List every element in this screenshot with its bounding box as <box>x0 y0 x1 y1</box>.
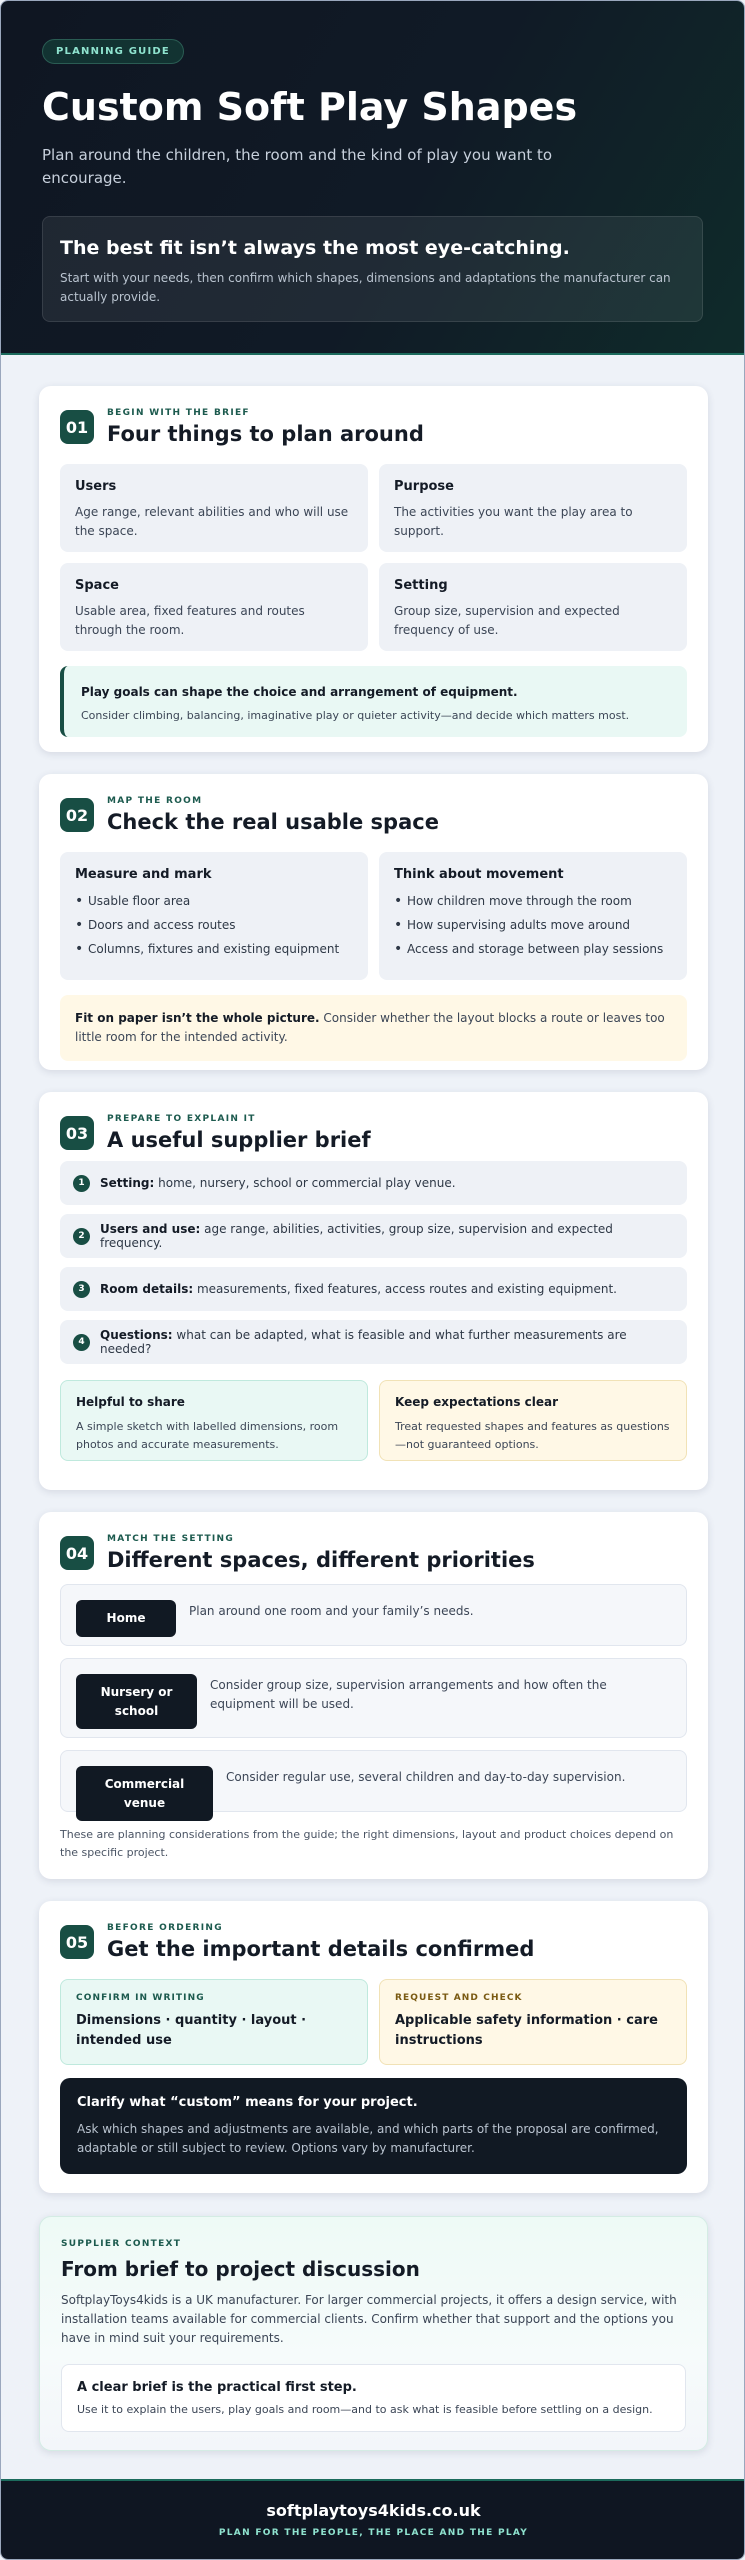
measure-list <box>75 894 353 956</box>
tile-purpose <box>379 464 687 552</box>
callout-text: Ask which shapes and adjustments are available, and which parts of the proposal are confirmed, adaptable or still subject to review. Options vary by manufacturer. <box>77 2122 659 2156</box>
confirm-boxes <box>60 1979 687 2065</box>
box-label: CONFIRM IN WRITING <box>76 1993 205 2003</box>
step-number: 2 <box>73 1228 90 1245</box>
box-title: A clear brief is the practical first step. <box>77 2379 357 2395</box>
tile-text: Usable area, fixed features and routes through the room. <box>75 604 305 637</box>
setting-commercial-venue <box>60 1750 687 1812</box>
movement-box <box>379 852 687 980</box>
setting-tag: Nursery or school <box>76 1674 197 1729</box>
planning-guide-badge: PLANNING GUIDE <box>42 39 184 64</box>
section-header <box>60 1923 687 1961</box>
helpful-to-share-box <box>60 1380 368 1461</box>
step-detail: home, nursery, school or commercial play venue. <box>154 1176 456 1190</box>
tile-title: Users <box>75 479 117 494</box>
setting-text: Plan around one room and your family’s needs. <box>189 1604 474 1618</box>
note-text: Consider climbing, balancing, imaginative play or quieter activity—and decide which matters most. <box>81 709 630 722</box>
section-title: From brief to project discussion <box>61 2257 420 2281</box>
setting-home <box>60 1584 687 1646</box>
section-eyebrow: MAP THE ROOM <box>107 796 203 806</box>
section-eyebrow: MATCH THE SETTING <box>107 1534 235 1544</box>
step-number: 4 <box>73 1334 90 1351</box>
box-title: Keep expectations clear <box>395 1395 559 1409</box>
plan-tiles <box>60 464 687 651</box>
tile-users <box>60 464 368 552</box>
section-plan-around <box>39 386 708 752</box>
section-eyebrow: BEFORE ORDERING <box>107 1923 223 1933</box>
movement-list <box>394 894 672 956</box>
space-columns <box>60 852 687 980</box>
note-text: Consider whether the layout blocks a route or leaves too little room for the intended activity. <box>75 1011 665 1045</box>
custom-meaning-callout <box>60 2078 687 2174</box>
section-eyebrow: BEGIN WITH THE BRIEF <box>107 408 250 418</box>
section-supplier-brief <box>39 1092 708 1490</box>
tile-title: Purpose <box>394 479 454 494</box>
step-number: 3 <box>73 1281 90 1298</box>
section-number: 01 <box>60 410 94 444</box>
step-detail: measurements, fixed features, access routes and existing equipment. <box>193 1282 617 1296</box>
box-title: Think about movement <box>394 867 564 882</box>
section-title: Check the real usable space <box>107 810 439 834</box>
footer-site-link[interactable]: softplaytoys4kids.co.uk <box>266 2501 481 2520</box>
list-item: • How children move through the room <box>394 894 672 908</box>
tile-text: Group size, supervision and expected frequency of use. <box>394 604 620 637</box>
brief-steps <box>60 1161 687 1364</box>
request-and-check-box <box>379 1979 687 2065</box>
hero-section <box>1 1 744 353</box>
tile-title: Setting <box>394 578 448 593</box>
section-title: A useful supplier brief <box>107 1128 371 1152</box>
section-header <box>60 1534 687 1572</box>
box-text: A simple sketch with labelled dimensions, room photos and accurate measurements. <box>76 1420 339 1451</box>
page-title: Custom Soft Play Shapes <box>42 85 578 129</box>
box-title: Measure and mark <box>75 867 212 882</box>
box-value: Applicable safety information · care instructions <box>395 2013 658 2048</box>
hero-callout-title: The best fit isn’t always the most eye-catching. <box>60 237 570 260</box>
measure-and-mark-box <box>60 852 368 980</box>
step-text <box>100 1282 617 1296</box>
section-number: 03 <box>60 1116 94 1150</box>
confirm-in-writing-box <box>60 1979 368 2065</box>
section-number: 05 <box>60 1925 94 1959</box>
tile-text: Age range, relevant abilities and who will use the space. <box>75 505 349 538</box>
note-bold: Fit on paper isn’t the whole picture. <box>75 1011 320 1025</box>
step-label: Setting: <box>100 1176 155 1190</box>
supplier-body: SoftplayToys4kids is a UK manufacturer. For larger commercial projects, it offers a design service, with installation teams available for commercial clients. Confirm whether that support and the options you have in mind suit your requirements. <box>61 2293 677 2346</box>
section-supplier-context <box>39 2216 708 2451</box>
step-number: 1 <box>73 1175 90 1192</box>
list-item: • Usable floor area <box>75 894 353 908</box>
keep-expectations-box <box>379 1380 687 1461</box>
box-label: REQUEST AND CHECK <box>395 1993 523 2003</box>
note-title: Play goals can shape the choice and arrangement of equipment. <box>81 685 518 699</box>
brief-step <box>60 1267 687 1311</box>
hero-callout <box>42 216 703 322</box>
setting-tag: Commercial venue <box>76 1766 213 1821</box>
setting-text: Consider regular use, several children and day-to-day supervision. <box>226 1770 626 1784</box>
section-details-confirmed <box>39 1901 708 2193</box>
box-text: Treat requested shapes and features as questions—not guaranteed options. <box>395 1420 670 1451</box>
settings-list <box>60 1584 687 1812</box>
step-detail: age range, abilities, activities, group size, supervision and expected frequency. <box>100 1222 613 1250</box>
list-item: • Columns, fixtures and existing equipment <box>75 942 353 956</box>
box-title: Helpful to share <box>76 1395 185 1409</box>
brief-step <box>60 1320 687 1364</box>
fit-on-paper-note <box>60 995 687 1061</box>
brief-tips <box>60 1380 687 1461</box>
tile-title: Space <box>75 578 119 593</box>
section-header <box>60 1114 687 1152</box>
tile-text: The activities you want the play area to support. <box>394 505 633 538</box>
setting-text: Consider group size, supervision arrangements and how often the equipment will be used. <box>210 1678 607 1712</box>
hero-lead: Plan around the children, the room and the kind of play you want to encourage. <box>42 145 553 187</box>
step-text <box>100 1328 674 1356</box>
section-usable-space <box>39 774 708 1070</box>
step-text <box>100 1222 674 1250</box>
setting-nursery-school <box>60 1658 687 1738</box>
box-text: Use it to explain the users, play goals and room—and to ask what is feasible before settling on a design. <box>77 2402 653 2416</box>
section-eyebrow: SUPPLIER CONTEXT <box>61 2239 182 2249</box>
footer-tagline: PLAN FOR THE PEOPLE, THE PLACE AND THE PLAY <box>218 2528 529 2538</box>
clear-brief-box <box>61 2364 686 2432</box>
hero-divider <box>1 353 744 355</box>
callout-title: Clarify what “custom” means for your project. <box>77 2095 418 2110</box>
setting-tag: Home <box>76 1600 176 1637</box>
footer <box>1 2479 745 2560</box>
list-item: • Doors and access routes <box>75 918 353 932</box>
section-number: 02 <box>60 798 94 832</box>
step-text <box>100 1176 456 1190</box>
brief-step <box>60 1214 687 1258</box>
section-title: Different spaces, different priorities <box>107 1548 535 1572</box>
section-header <box>60 796 687 834</box>
section-header <box>60 408 687 446</box>
section-different-spaces <box>39 1512 708 1879</box>
play-goals-note <box>60 666 687 737</box>
hero-callout-text: Start with your needs, then confirm which shapes, dimensions and adaptations the manufacturer can actually provide. <box>60 271 671 305</box>
tile-setting <box>379 563 687 651</box>
section-number: 04 <box>60 1536 94 1570</box>
step-label: Users and use: <box>100 1222 201 1236</box>
tile-space <box>60 563 368 651</box>
section-title: Get the important details confirmed <box>107 1937 535 1961</box>
section-eyebrow: PREPARE TO EXPLAIN IT <box>107 1114 256 1124</box>
step-detail: what can be adapted, what is feasible and what further measurements are needed? <box>100 1328 627 1356</box>
list-item: • Access and storage between play sessions <box>394 942 672 956</box>
brief-step <box>60 1161 687 1205</box>
step-label: Room details: <box>100 1282 194 1296</box>
step-label: Questions: <box>100 1328 173 1342</box>
box-value: Dimensions · quantity · layout · intended use <box>76 2013 307 2048</box>
settings-footnote: These are planning considerations from the guide; the right dimensions, layout and product choices depend on the specific project. <box>60 1828 674 1859</box>
section-title: Four things to plan around <box>107 422 424 446</box>
list-item: • How supervising adults move around <box>394 918 672 932</box>
